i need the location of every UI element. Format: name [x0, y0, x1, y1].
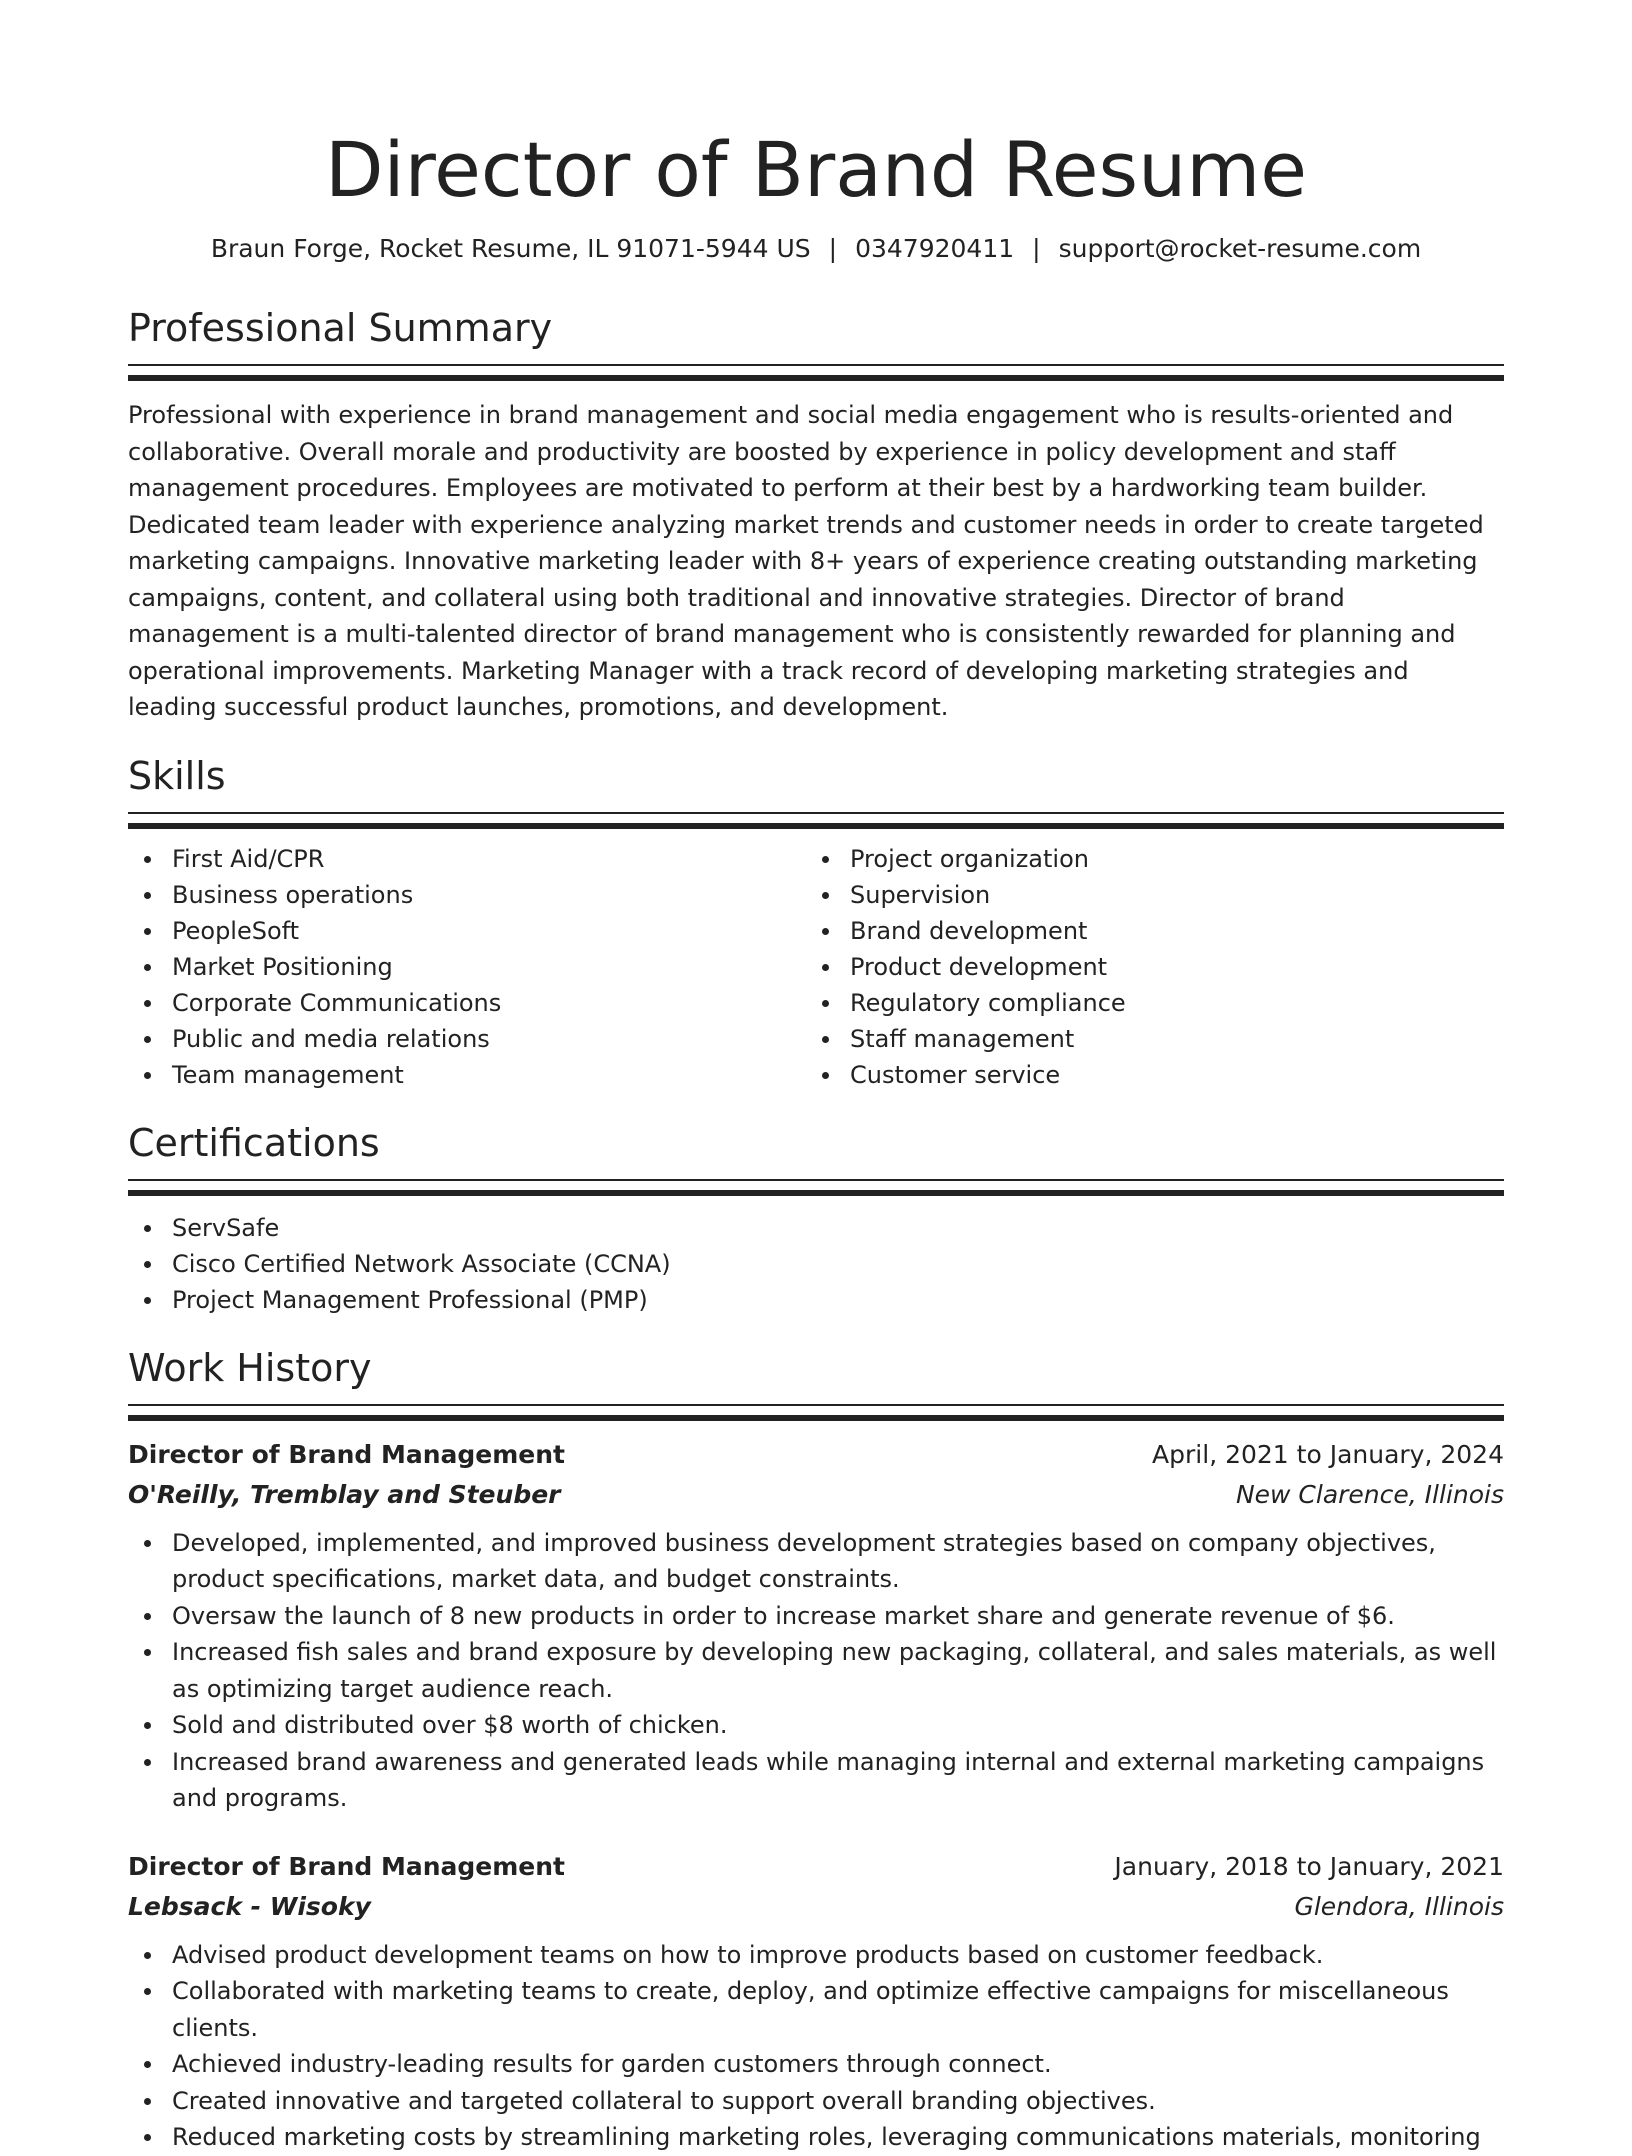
skills-right-list — [806, 841, 1484, 1093]
certification-item: Project Management Professional (PMP) — [128, 1282, 1504, 1318]
job-bullet: Increased fish sales and brand exposure by developing new packaging, collateral, and sales materials, as well as optimizing target audience reach. — [128, 1634, 1504, 1707]
work-section — [128, 1344, 1504, 2156]
skill-item: Market Positioning — [128, 949, 806, 985]
skills-left-list — [128, 841, 806, 1093]
skill-item: Staff management — [806, 1021, 1484, 1057]
skills-heading: Skills — [128, 753, 226, 798]
job-dates: April, 2021 to January, 2024 — [1152, 1439, 1504, 1469]
contact-line — [128, 232, 1504, 266]
skill-item: Corporate Communications — [128, 985, 806, 1021]
summary-section — [128, 304, 1504, 726]
certification-item: Cisco Certified Network Associate (CCNA) — [128, 1246, 1504, 1282]
skill-item: Team management — [128, 1057, 806, 1093]
job-subheader — [128, 1887, 1504, 1927]
job-bullet: Collaborated with marketing teams to create, deploy, and optimize effective campaigns for miscellaneous clients. — [128, 1973, 1504, 2046]
work-heading: Work History — [128, 1345, 372, 1390]
contact-separator: | — [1032, 234, 1041, 263]
job-company: Lebsack - Wisoky — [128, 1891, 371, 1921]
certifications-section — [128, 1119, 1504, 1318]
section-divider — [128, 1179, 1504, 1196]
job-bullet: Reduced marketing costs by streamlining marketing roles, leveraging communications materials, monitoring — [128, 2119, 1504, 2156]
job-title: Director of Brand Management — [128, 1851, 566, 1881]
skill-item: Product development — [806, 949, 1484, 985]
job-bullet: Achieved industry-leading results for garden customers through connect. — [128, 2046, 1504, 2083]
contact-phone: 0347920411 — [855, 234, 1015, 263]
skill-item: Brand development — [806, 913, 1484, 949]
resume-page — [128, 0, 1504, 2156]
certifications-list — [128, 1210, 1504, 1318]
skill-item: Public and media relations — [128, 1021, 806, 1057]
skill-item: Business operations — [128, 877, 806, 913]
resume-title: Director of Brand Resume — [324, 125, 1308, 214]
job-entry — [128, 1435, 1504, 1817]
job-header — [128, 1435, 1504, 1475]
summary-heading: Professional Summary — [128, 306, 553, 350]
job-bullets — [128, 1525, 1504, 1817]
job-entry — [128, 1847, 1504, 2156]
job-bullet: Sold and distributed over $8 worth of chicken. — [128, 1707, 1504, 1744]
job-company: O'Reilly, Tremblay and Steuber — [128, 1479, 561, 1509]
skill-item: Project organization — [806, 841, 1484, 877]
job-bullets — [128, 1937, 1504, 2156]
contact-address: Braun Forge, Rocket Resume, IL 91071-5944 US — [210, 234, 811, 263]
skill-item: Regulatory compliance — [806, 985, 1484, 1021]
skill-item: PeopleSoft — [128, 913, 806, 949]
summary-text: Professional with experience in brand management and social media engagement who is results-oriented and collaborative. Overall morale and productivity are boosted by experience in policy development and staff management procedures. Employees are motivated to perform at their best by a hardworking team builder. Dedicated team leader with experience analyzing market trends and customer needs in order to create targeted marketing campaigns. Innovative marketing leader with 8+ years of experience creating outstanding marketing campaigns, content, and collateral using both traditional and innovative strategies. Director of brand management is a multi-talented director of brand management who is consistently rewarded for planning and operational improvements. Marketing Manager with a track record of developing marketing strategies and leading successful product launches, promotions, and development. — [128, 401, 1484, 721]
contact-separator: | — [828, 234, 838, 263]
job-bullet: Advised product development teams on how to improve products based on customer feedback. — [128, 1937, 1504, 1974]
job-bullet: Increased brand awareness and generated leads while managing internal and external marketing campaigns and programs. — [128, 1744, 1504, 1817]
section-divider — [128, 812, 1504, 829]
skills-section — [128, 752, 1504, 1093]
certifications-heading: Certifications — [128, 1120, 380, 1165]
skill-item: Supervision — [806, 877, 1484, 913]
section-divider — [128, 1404, 1504, 1421]
job-header — [128, 1847, 1504, 1887]
job-bullet: Oversaw the launch of 8 new products in order to increase market share and generate revenue of $6. — [128, 1598, 1504, 1635]
job-subheader — [128, 1475, 1504, 1515]
job-title: Director of Brand Management — [128, 1439, 566, 1469]
skill-item: Customer service — [806, 1057, 1484, 1093]
job-location: Glendora, Illinois — [1294, 1891, 1504, 1921]
contact-email: support@rocket-resume.com — [1058, 234, 1422, 263]
job-bullet: Developed, implemented, and improved business development strategies based on company objectives, product specifications, market data, and budget constraints. — [128, 1525, 1504, 1598]
job-bullet: Created innovative and targeted collateral to support overall branding objectives. — [128, 2083, 1504, 2120]
job-dates: January, 2018 to January, 2021 — [1114, 1851, 1504, 1881]
section-divider — [128, 364, 1504, 381]
skills-columns — [128, 841, 1504, 1093]
certification-item: ServSafe — [128, 1210, 1504, 1246]
skill-item: First Aid/CPR — [128, 841, 806, 877]
job-location: New Clarence, Illinois — [1235, 1479, 1504, 1509]
